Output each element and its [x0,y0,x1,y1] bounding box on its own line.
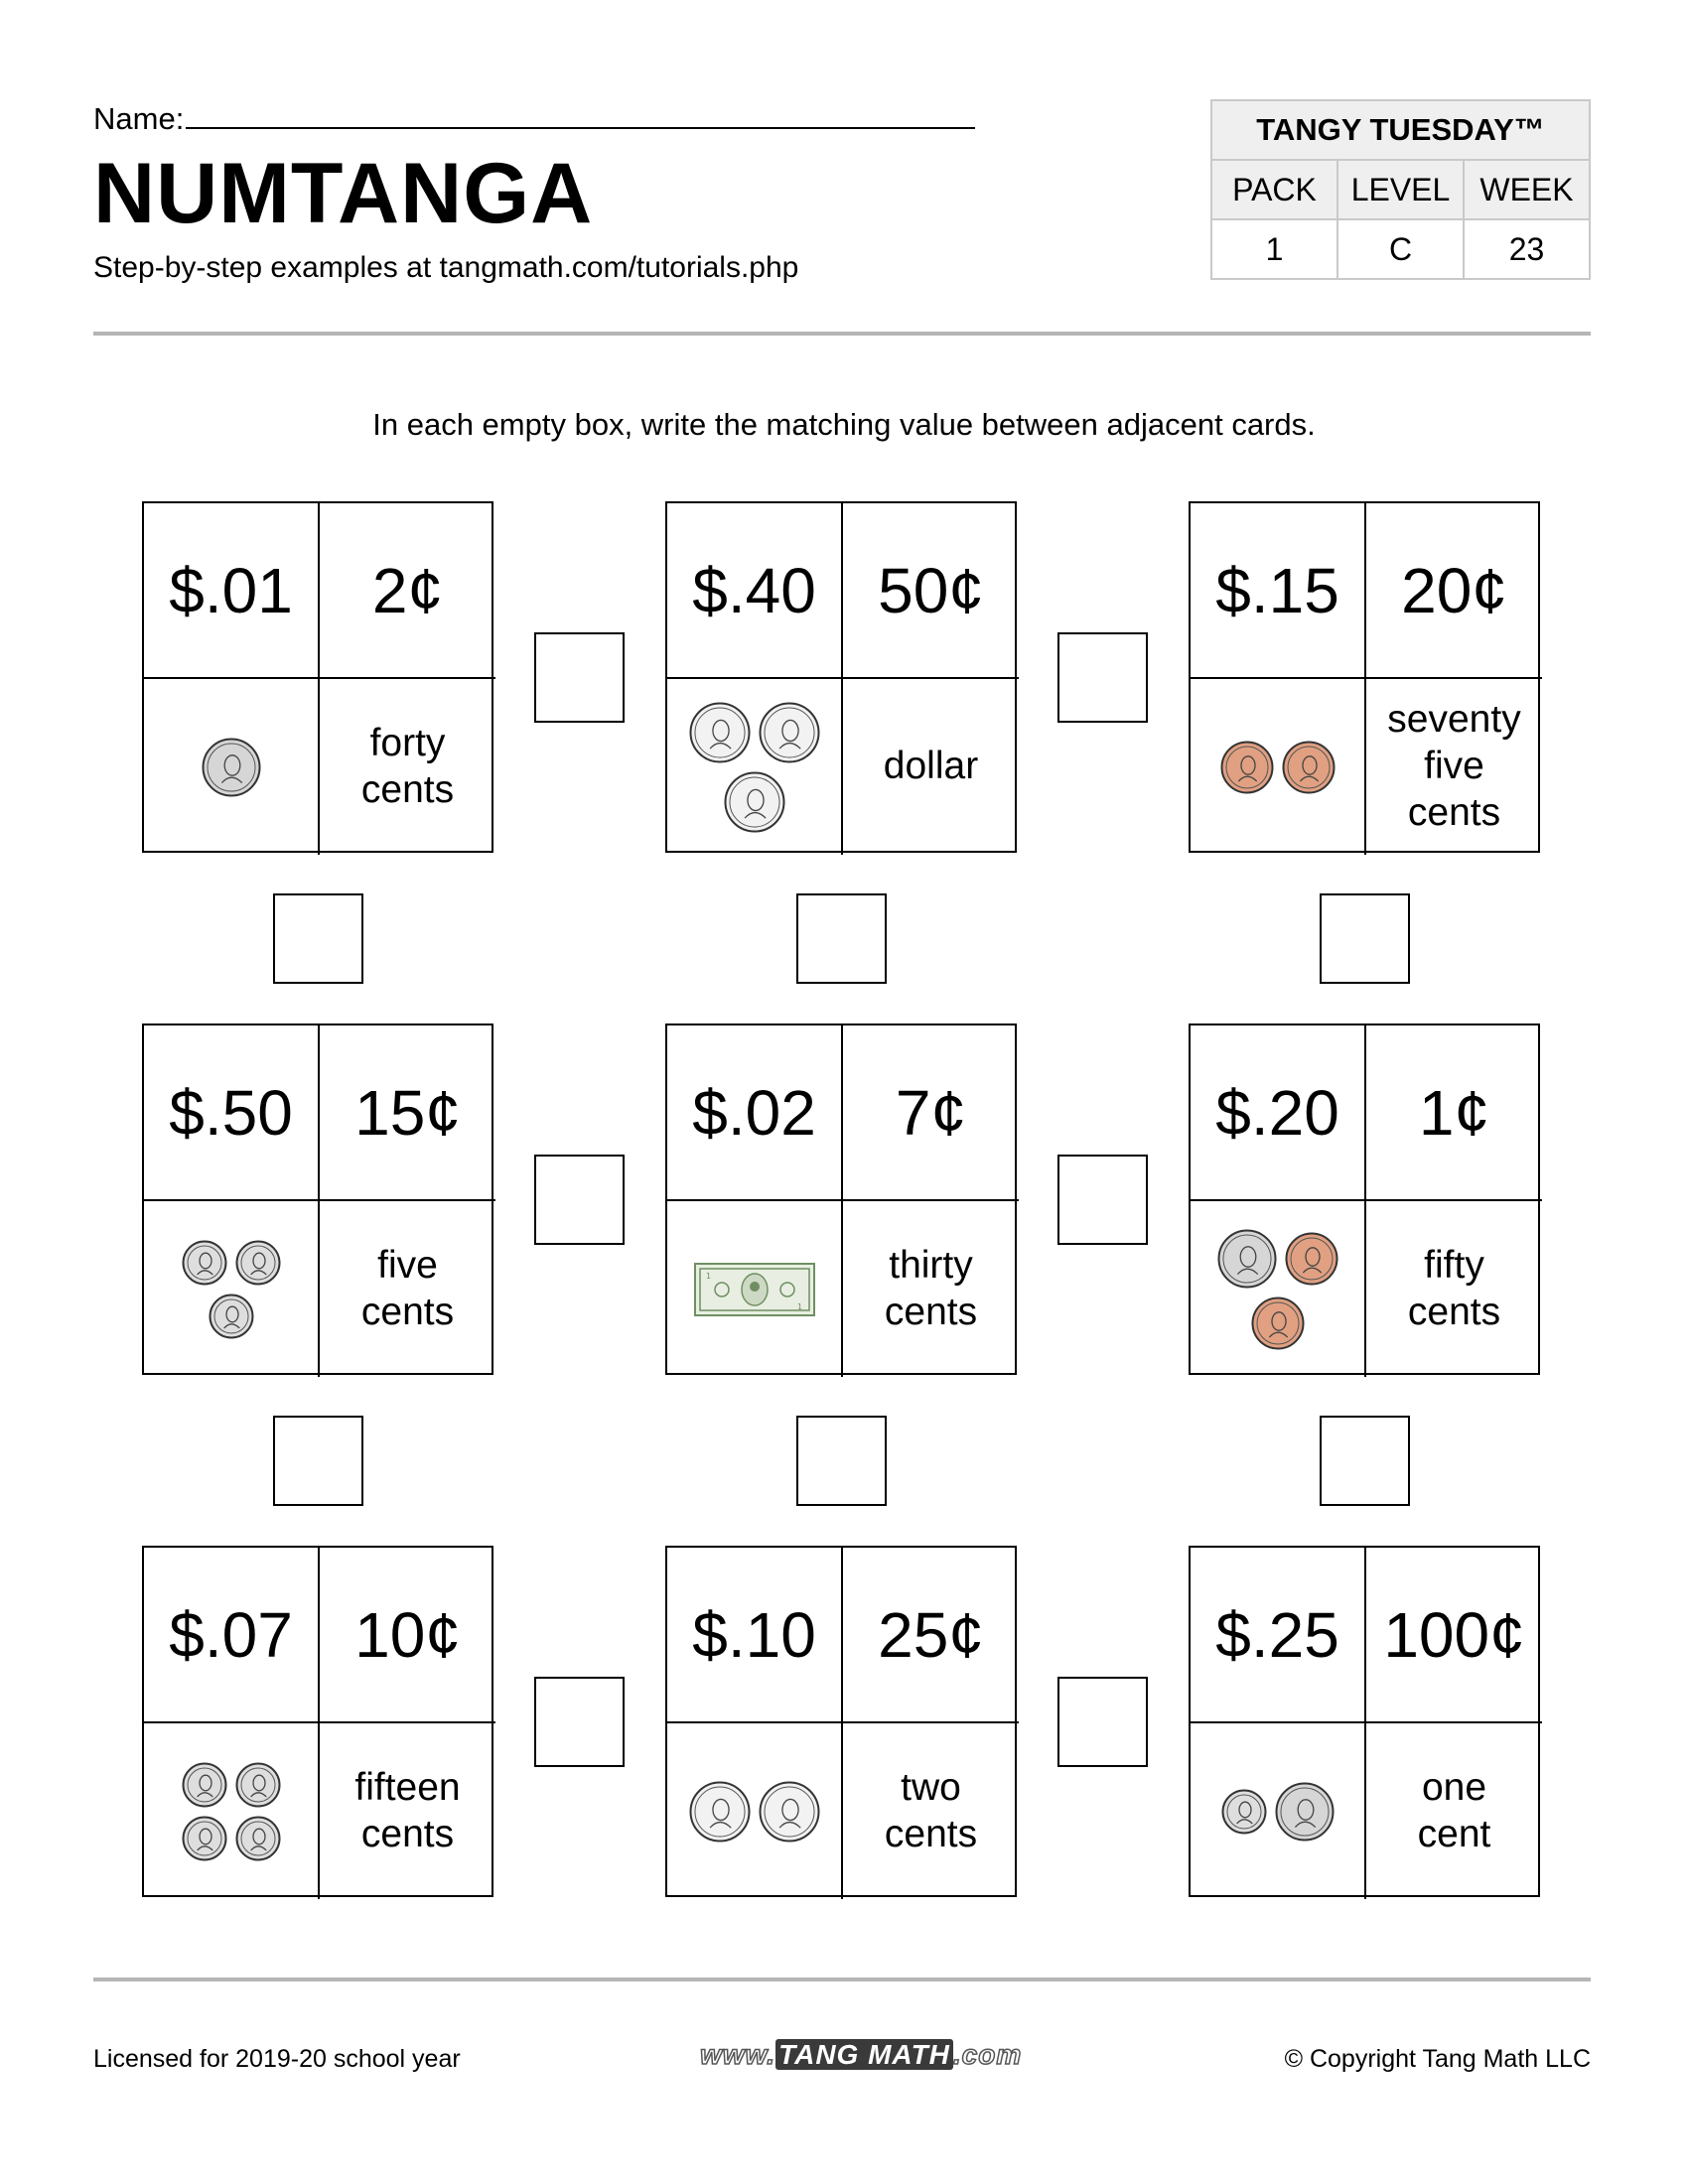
answer-box[interactable] [1057,632,1148,723]
puzzle-card [142,1024,493,1375]
quarter-coin-icon [759,702,820,763]
quarter-coin-icon [689,702,751,763]
card-cent-value: 7¢ [843,1025,1019,1201]
puzzle-card [142,1546,493,1897]
answer-box[interactable] [534,1677,625,1767]
puzzle-card [665,1024,1017,1375]
name-label: Name: [93,101,185,136]
card-coins [667,679,843,855]
card-word-value: seventy five cents [1387,698,1521,834]
card-dollar-value: $.25 [1191,1548,1366,1723]
answer-box[interactable] [1320,1416,1410,1506]
header-divider [93,332,1591,336]
card-cent-value: 20¢ [1366,503,1542,679]
level-label: LEVEL [1337,160,1464,219]
license-text: Licensed for 2019-20 school year [93,2045,461,2073]
svg-text:1: 1 [705,1271,711,1281]
copyright-text: © Copyright Tang Math LLC [1284,2045,1591,2073]
pack-value: 1 [1211,219,1337,279]
tutorial-link-text: Step-by-step examples at tangmath.com/tutorials.php [93,251,799,284]
instructions: In each empty box, write the matching value between adjacent cards. [372,407,1316,442]
answer-box[interactable] [1057,1677,1148,1767]
quarter-coin-icon [724,771,785,833]
card-cent-value: 25¢ [843,1548,1019,1723]
page-title: NUMTANGA [93,146,594,241]
nickel-coin-icon [202,738,261,797]
quarter-coin-icon [759,1781,820,1843]
svg-text:1: 1 [796,1301,802,1311]
card-dollar-value: $.15 [1191,503,1366,679]
quarter-coin-icon [689,1781,751,1843]
card-dollar-value: $.01 [144,503,320,679]
answer-box[interactable] [1057,1155,1148,1245]
card-coins [144,1723,320,1899]
card-word-value: fifteen cents [354,1765,461,1855]
card-dollar-value: $.50 [144,1025,320,1201]
penny-coin-icon [1220,741,1274,794]
card-word-value: one cent [1417,1765,1491,1855]
puzzle-card [665,501,1017,853]
card-word-value: thirty cents [884,1243,978,1333]
card-word-value: five cents [360,1243,455,1333]
card-coins [144,1201,320,1377]
dime-coin-icon [235,1240,281,1286]
card-word-value: fifty cents [1407,1243,1501,1333]
dime-coin-icon [182,1762,227,1808]
card-cent-value: 10¢ [320,1548,495,1723]
penny-coin-icon [1282,741,1336,794]
penny-coin-icon [1251,1297,1305,1350]
answer-box[interactable] [796,893,887,984]
week-value: 23 [1464,219,1590,279]
puzzle-card [142,501,493,853]
puzzle-card [1189,1546,1540,1897]
answer-box[interactable] [534,1155,625,1245]
level-value: C [1337,219,1464,279]
card-dollar-value: $.20 [1191,1025,1366,1201]
puzzle-card [1189,501,1540,853]
info-heading: TANGY TUESDAY™ [1211,100,1590,160]
nickel-coin-icon [1217,1229,1277,1289]
card-dollar-value: $.40 [667,503,843,679]
card-cent-value: 2¢ [320,503,495,679]
dollar-bill-icon [694,1263,815,1316]
dime-coin-icon [182,1240,227,1286]
card-coins [144,679,320,855]
dime-coin-icon [1221,1789,1267,1835]
name-field[interactable] [93,99,975,137]
worksheet-info-table [1210,99,1591,280]
tangmath-logo: www. TANG MATH .com [700,2039,1023,2070]
card-dollar-value: $.02 [667,1025,843,1201]
dime-coin-icon [209,1294,254,1339]
nickel-coin-icon [1275,1782,1335,1842]
penny-coin-icon [1285,1232,1338,1286]
card-coins [1191,1723,1366,1899]
name-blank-line[interactable] [186,99,975,129]
card-word-value: two cents [884,1765,978,1855]
card-dollar-value: $.10 [667,1548,843,1723]
dime-coin-icon [182,1816,227,1861]
answer-box[interactable] [1320,893,1410,984]
card-coins [1191,1201,1366,1377]
week-label: WEEK [1464,160,1590,219]
answer-box[interactable] [273,893,363,984]
dime-coin-icon [235,1816,281,1861]
card-cent-value: 100¢ [1366,1548,1542,1723]
card-coins [667,1201,843,1377]
card-word-value: forty cents [360,721,455,811]
card-cent-value: 1¢ [1366,1025,1542,1201]
puzzle-card [1189,1024,1540,1375]
pack-label: PACK [1211,160,1337,219]
card-coins [667,1723,843,1899]
dime-coin-icon [235,1762,281,1808]
answer-box[interactable] [796,1416,887,1506]
card-cent-value: 15¢ [320,1025,495,1201]
card-word-value: dollar [883,745,979,788]
card-cent-value: 50¢ [843,503,1019,679]
card-coins [1191,679,1366,855]
answer-box[interactable] [273,1416,363,1506]
answer-box[interactable] [534,632,625,723]
footer-divider [93,1978,1591,1981]
card-dollar-value: $.07 [144,1548,320,1723]
puzzle-card [665,1546,1017,1897]
